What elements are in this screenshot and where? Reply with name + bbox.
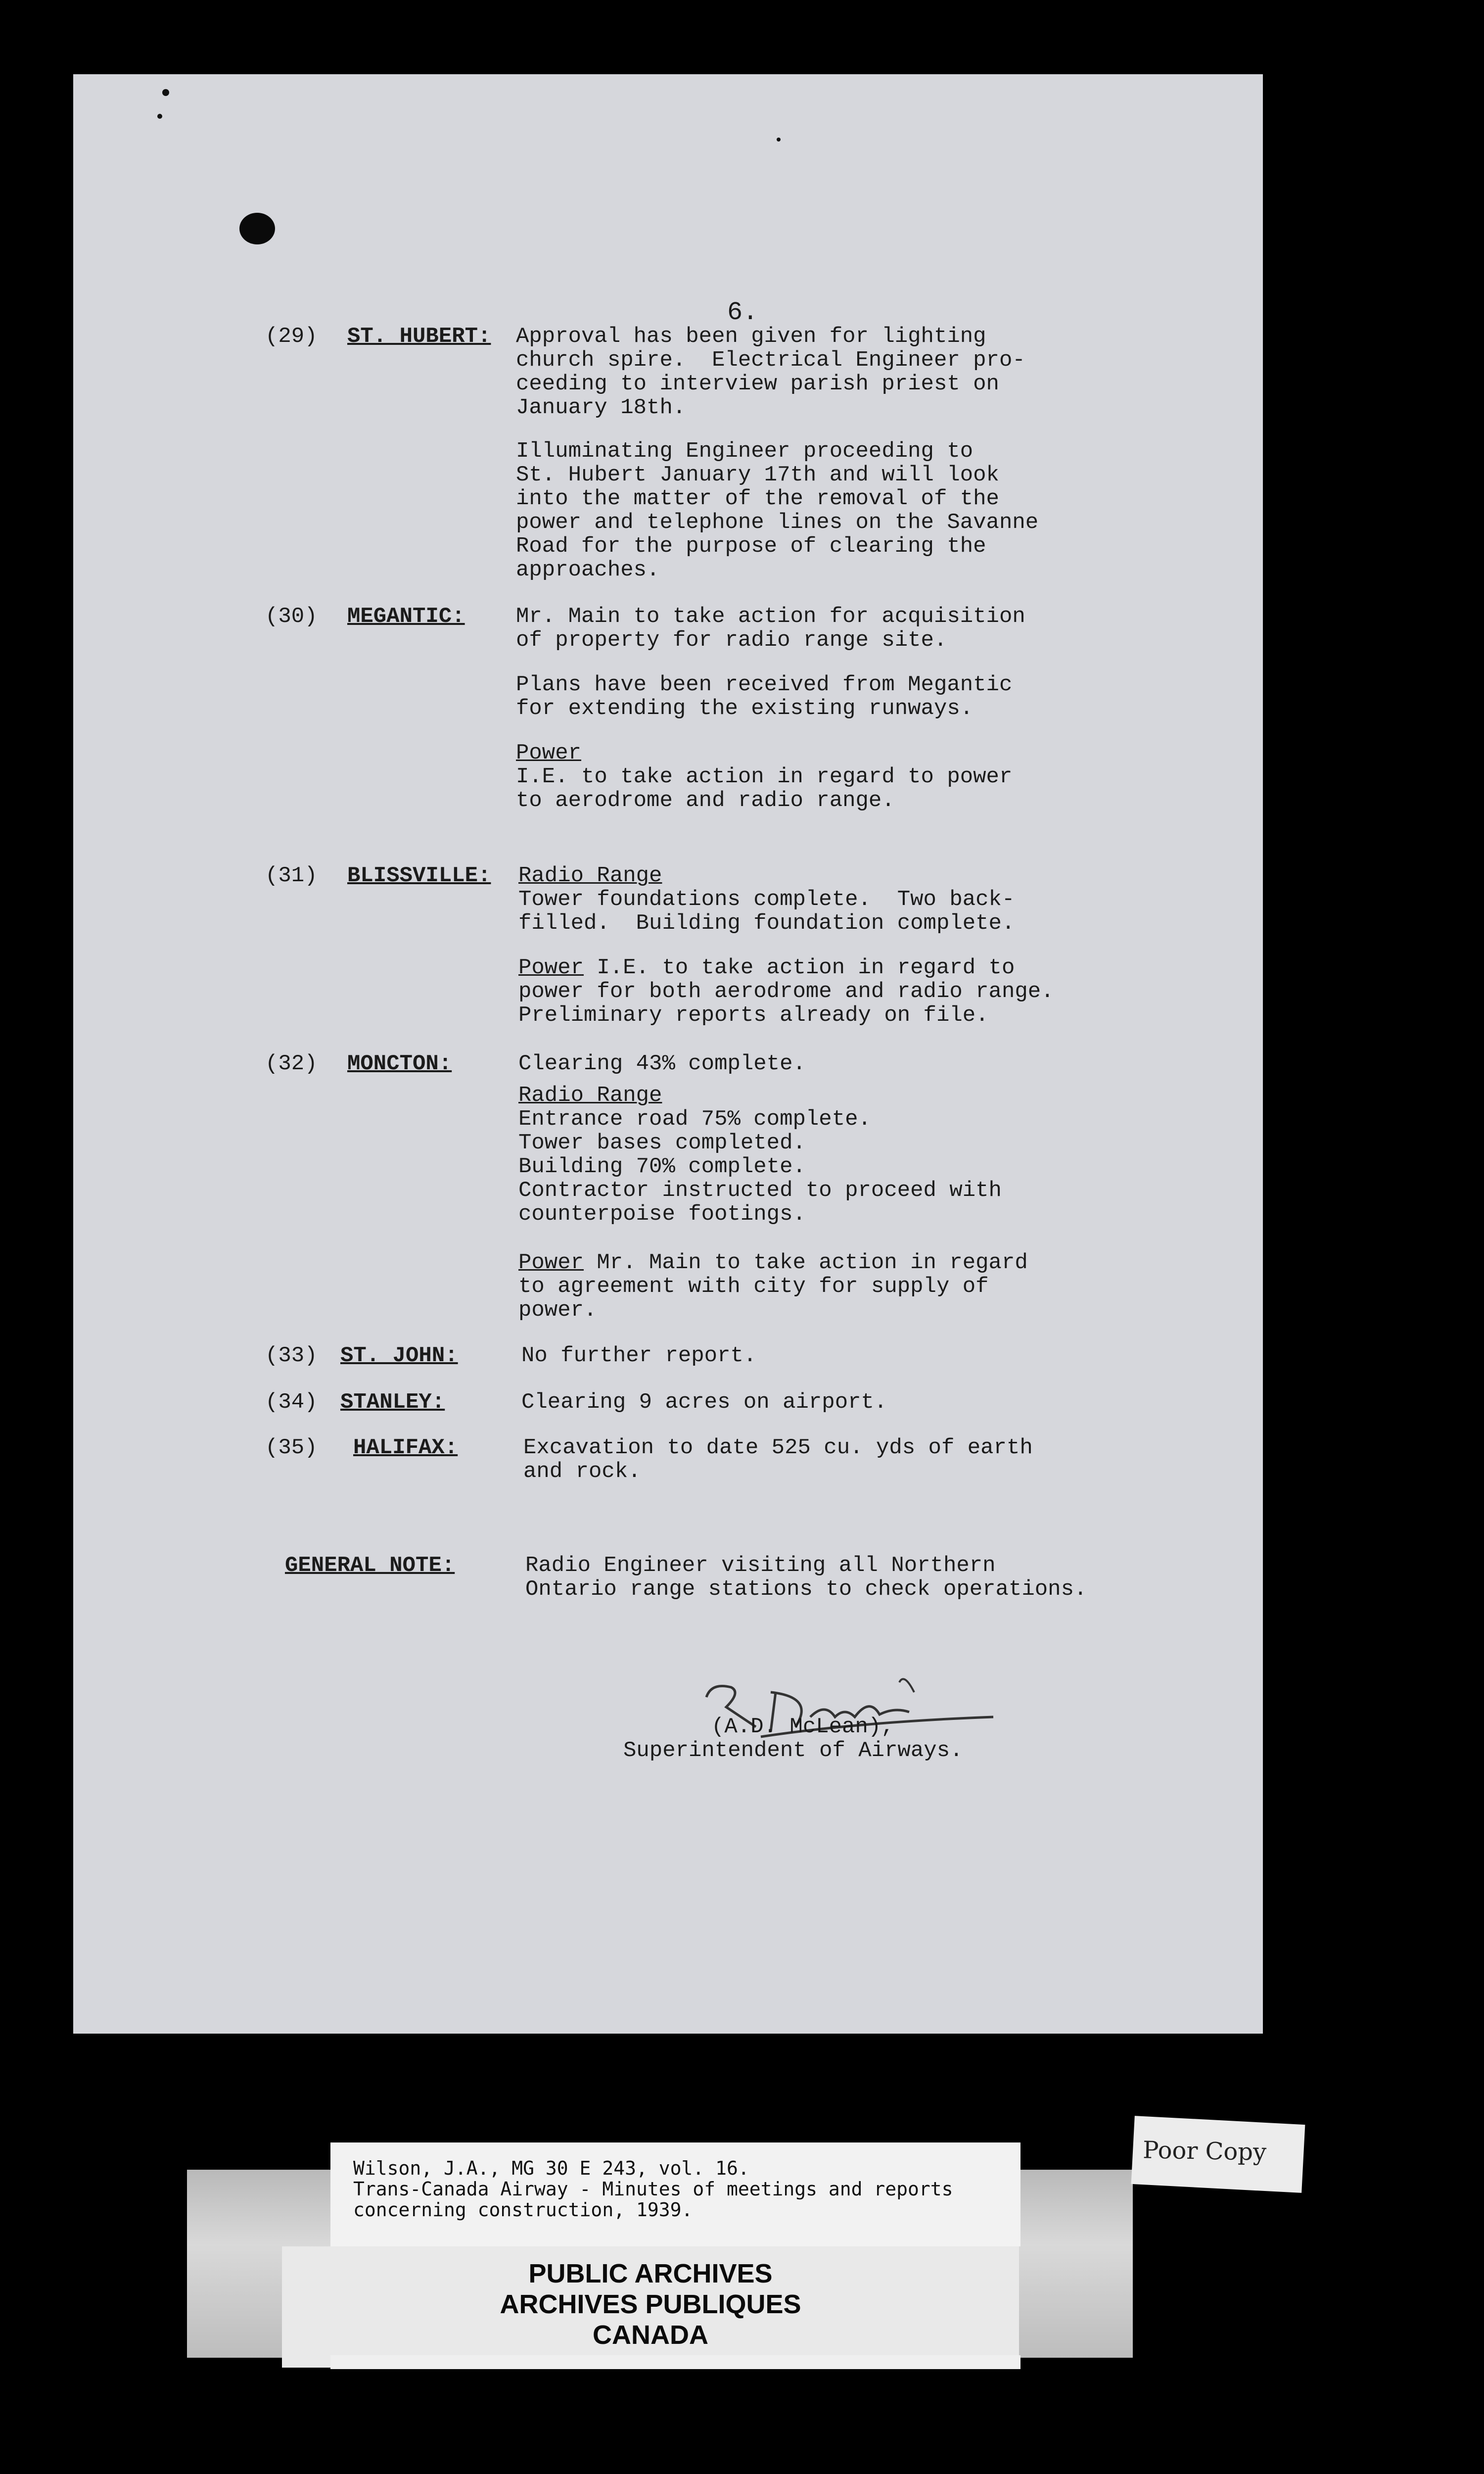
entry-label: HALIFAX: bbox=[353, 1435, 458, 1460]
signatory-title: Superintendent of Airways. bbox=[623, 1738, 963, 1763]
entry-line: Building 70% complete. bbox=[518, 1154, 806, 1179]
entry-line: filled. Building foundation complete. bbox=[518, 911, 1015, 936]
archive-reference-line: Trans-Canada Airway - Minutes of meetings and reports bbox=[353, 2178, 953, 2200]
entry-number: (34) bbox=[265, 1390, 318, 1415]
archive-reference-line: Wilson, J.A., MG 30 E 243, vol. 16. bbox=[353, 2157, 749, 2179]
archive-reference-line: concerning construction, 1939. bbox=[353, 2199, 693, 2221]
poor-copy-tag bbox=[1131, 2116, 1305, 2193]
entry-line: Excavation to date 525 cu. yds of earth bbox=[523, 1435, 1033, 1460]
entry-line: Entrance road 75% complete. bbox=[518, 1107, 871, 1132]
entry-line: January 18th. bbox=[516, 395, 686, 420]
entry-line: Preliminary reports already on file. bbox=[518, 1003, 989, 1028]
entry-line: approaches. bbox=[516, 558, 660, 582]
entry-line: Tower bases completed. bbox=[518, 1131, 806, 1155]
stamp-line: CANADA bbox=[593, 2320, 708, 2350]
entry-number: (33) bbox=[265, 1343, 318, 1368]
archive-reference-card bbox=[330, 2142, 1020, 2246]
entry-line: into the matter of the removal of the bbox=[516, 486, 999, 511]
entry-line: Clearing 9 acres on airport. bbox=[521, 1390, 887, 1415]
entry-number: (35) bbox=[265, 1435, 318, 1460]
speck bbox=[777, 138, 781, 142]
entry-line: No further report. bbox=[521, 1343, 757, 1368]
speck bbox=[157, 114, 162, 119]
entry-line: of property for radio range site. bbox=[516, 628, 947, 653]
speck bbox=[162, 89, 169, 96]
entry-line: church spire. Electrical Engineer pro- bbox=[516, 348, 1025, 373]
entry-number: (29) bbox=[265, 324, 318, 349]
punch-hole bbox=[239, 213, 275, 244]
signatory-name: (A.D. McLean), bbox=[711, 1714, 894, 1739]
page-number: 6. bbox=[727, 298, 758, 327]
entry-line: power and telephone lines on the Savanne bbox=[516, 510, 1039, 535]
entry-label: MEGANTIC: bbox=[347, 604, 465, 629]
entry-line: power. bbox=[518, 1298, 597, 1323]
subheading: Radio Range bbox=[518, 863, 662, 888]
entry-line: to agreement with city for supply of bbox=[518, 1274, 989, 1299]
general-note-line: Radio Engineer visiting all Northern bbox=[525, 1553, 996, 1578]
subheading: Radio Range bbox=[518, 1083, 662, 1108]
archives-stamp bbox=[282, 2246, 1019, 2368]
entry-label: ST. HUBERT: bbox=[347, 324, 491, 349]
entry-label: MONCTON: bbox=[347, 1051, 452, 1076]
entry-line: Approval has been given for lighting bbox=[516, 324, 986, 349]
general-note-line: Ontario range stations to check operations. bbox=[525, 1577, 1087, 1602]
document-page bbox=[73, 74, 1263, 2034]
entry-line: and rock. bbox=[523, 1459, 641, 1484]
entry-line: counterpoise footings. bbox=[518, 1202, 806, 1227]
entry-label: ST. JOHN: bbox=[340, 1343, 458, 1368]
entry-line: Illuminating Engineer proceeding to bbox=[516, 439, 974, 464]
entry-line: Contractor instructed to proceed with bbox=[518, 1178, 1002, 1203]
subheading: Power bbox=[516, 741, 582, 765]
entry-number: (30) bbox=[265, 604, 318, 629]
entry-line: Mr. Main to take action for acquisition bbox=[516, 604, 1025, 629]
entry-line: for extending the existing runways. bbox=[516, 696, 974, 721]
stamp-line: PUBLIC ARCHIVES bbox=[528, 2259, 773, 2288]
entry-line: to aerodrome and radio range. bbox=[516, 788, 895, 813]
entry-line: Plans have been received from Megantic bbox=[516, 672, 1013, 697]
label-strip bbox=[330, 2355, 1020, 2369]
entry-line: I.E. to take action in regard to bbox=[584, 955, 1015, 980]
entry-line: ceeding to interview parish priest on bbox=[516, 372, 999, 396]
poor-copy-text: Poor Copy bbox=[1142, 2136, 1267, 2166]
entry-line: Mr. Main to take action in regard bbox=[584, 1250, 1028, 1275]
entry-line: power for both aerodrome and radio range. bbox=[518, 979, 1054, 1004]
subheading: Power bbox=[518, 1250, 584, 1275]
stamp-line: ARCHIVES PUBLIQUES bbox=[500, 2289, 801, 2319]
subheading: Power bbox=[518, 955, 584, 980]
entry-line: Tower foundations complete. Two back- bbox=[518, 887, 1015, 912]
entry-line: I.E. to take action in regard to power bbox=[516, 764, 1013, 789]
entry-label: BLISSVILLE: bbox=[347, 863, 491, 888]
entry-number: (32) bbox=[265, 1051, 318, 1076]
entry-number: (31) bbox=[265, 863, 318, 888]
general-note-label: GENERAL NOTE: bbox=[285, 1553, 455, 1578]
entry-label: STANLEY: bbox=[340, 1390, 445, 1415]
entry-line: Road for the purpose of clearing the bbox=[516, 534, 986, 559]
entry-line: Clearing 43% complete. bbox=[518, 1051, 806, 1076]
entry-line: St. Hubert January 17th and will look bbox=[516, 463, 999, 487]
